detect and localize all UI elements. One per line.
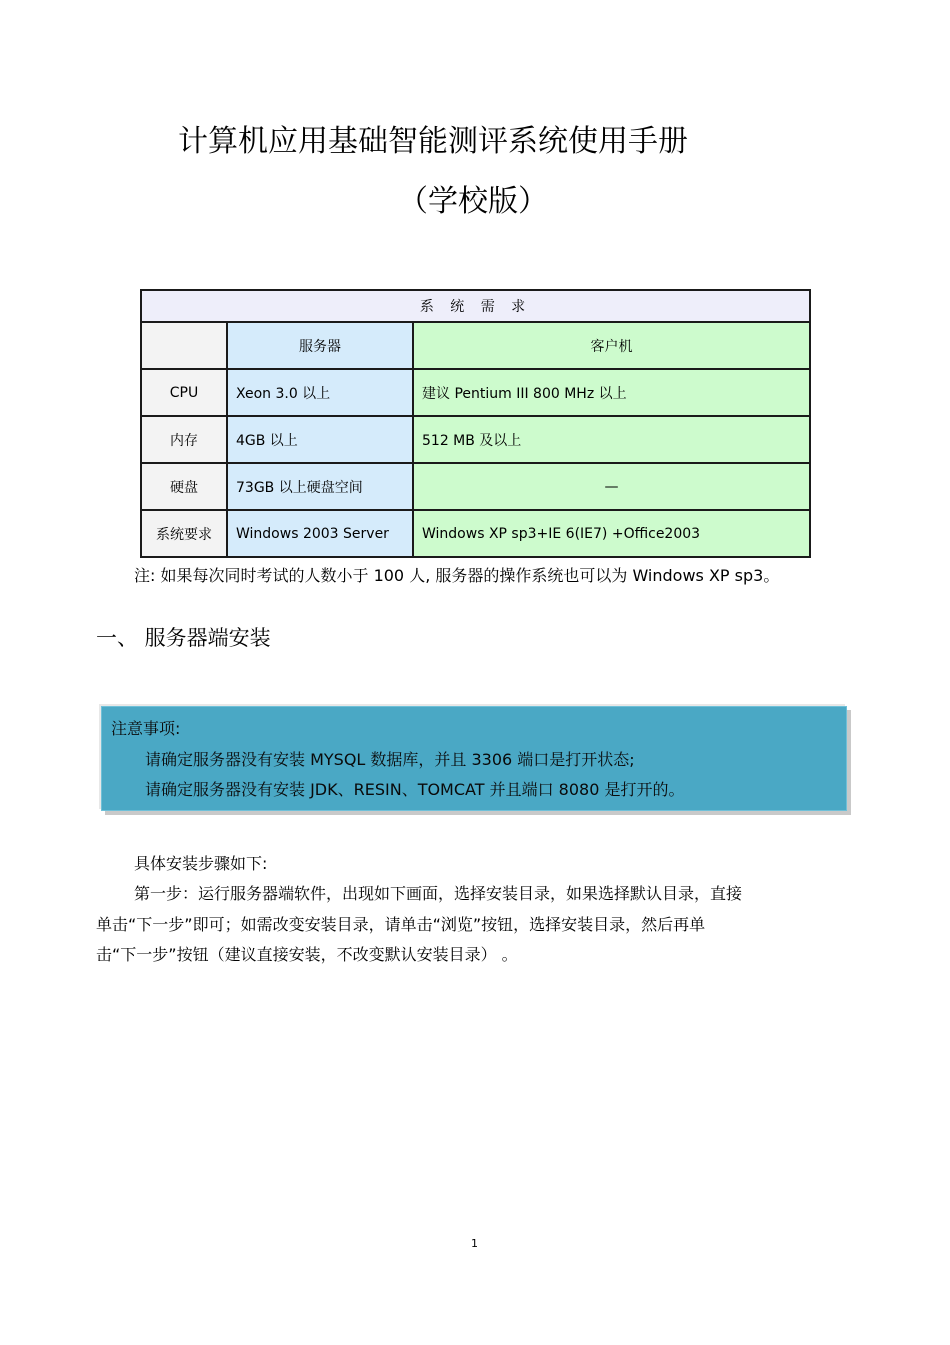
table-row	[141, 369, 810, 416]
row-label: 硬盘	[141, 463, 227, 510]
row-label: 系统要求	[141, 510, 227, 557]
table-row	[141, 416, 810, 463]
table-note: 注: 如果每次同时考试的人数小于 100 人, 服务器的操作系统也可以为 Windows XP sp3。	[134, 566, 780, 585]
row-server-value: Windows 2003 Server	[227, 510, 413, 557]
row-server-value: 4GB 以上	[227, 416, 413, 463]
table-caption-row	[141, 290, 810, 322]
notice-line: 请确定服务器没有安装 JDK、RESIN、TOMCAT 并且端口 8080 是打开的。	[145, 780, 685, 799]
row-label: CPU	[141, 369, 227, 416]
row-client-value: —	[413, 463, 810, 510]
table-header-server: 服务器	[227, 322, 413, 369]
table-header-empty	[141, 322, 227, 369]
row-client-value: 建议 Pentium III 800 MHz 以上	[413, 369, 810, 416]
row-client-value: 512 MB 及以上	[413, 416, 810, 463]
notice-title: 注意事项:	[111, 719, 181, 738]
table-row	[141, 463, 810, 510]
step-paragraph-line: 第一步：运行服务器端软件，出现如下画面，选择安装目录，如果选择默认目录，直接	[134, 884, 743, 903]
row-label: 内存	[141, 416, 227, 463]
document-title: 计算机应用基础智能测评系统使用手册	[178, 124, 688, 159]
row-client-value: Windows XP sp3+IE 6(IE7) +Office2003	[413, 510, 810, 557]
notice-line: 请确定服务器没有安装 MYSQL 数据库，并且 3306 端口是打开状态;	[145, 750, 635, 769]
table-row	[141, 510, 810, 557]
step-paragraph-line: 击“下一步”按钮（建议直接安装，不改变默认安装目录） 。	[96, 945, 518, 964]
table-header-row	[141, 322, 810, 369]
steps-intro: 具体安装步骤如下:	[134, 854, 268, 873]
row-server-value: 73GB 以上硬盘空间	[227, 463, 413, 510]
notice-box	[101, 706, 847, 811]
system-requirements-table	[140, 289, 811, 558]
table-header-client: 客户机	[413, 322, 810, 369]
row-server-value: Xeon 3.0 以上	[227, 369, 413, 416]
table-caption: 系 统 需 求	[141, 290, 810, 322]
page-number: 1	[471, 1237, 478, 1250]
section-heading: 一、 服务器端安装	[96, 626, 271, 650]
document-subtitle: （学校版）	[398, 184, 548, 219]
step-paragraph-line: 单击“下一步”即可；如需改变安装目录，请单击“浏览”按钮，选择安装目录，然后再单	[96, 915, 706, 934]
